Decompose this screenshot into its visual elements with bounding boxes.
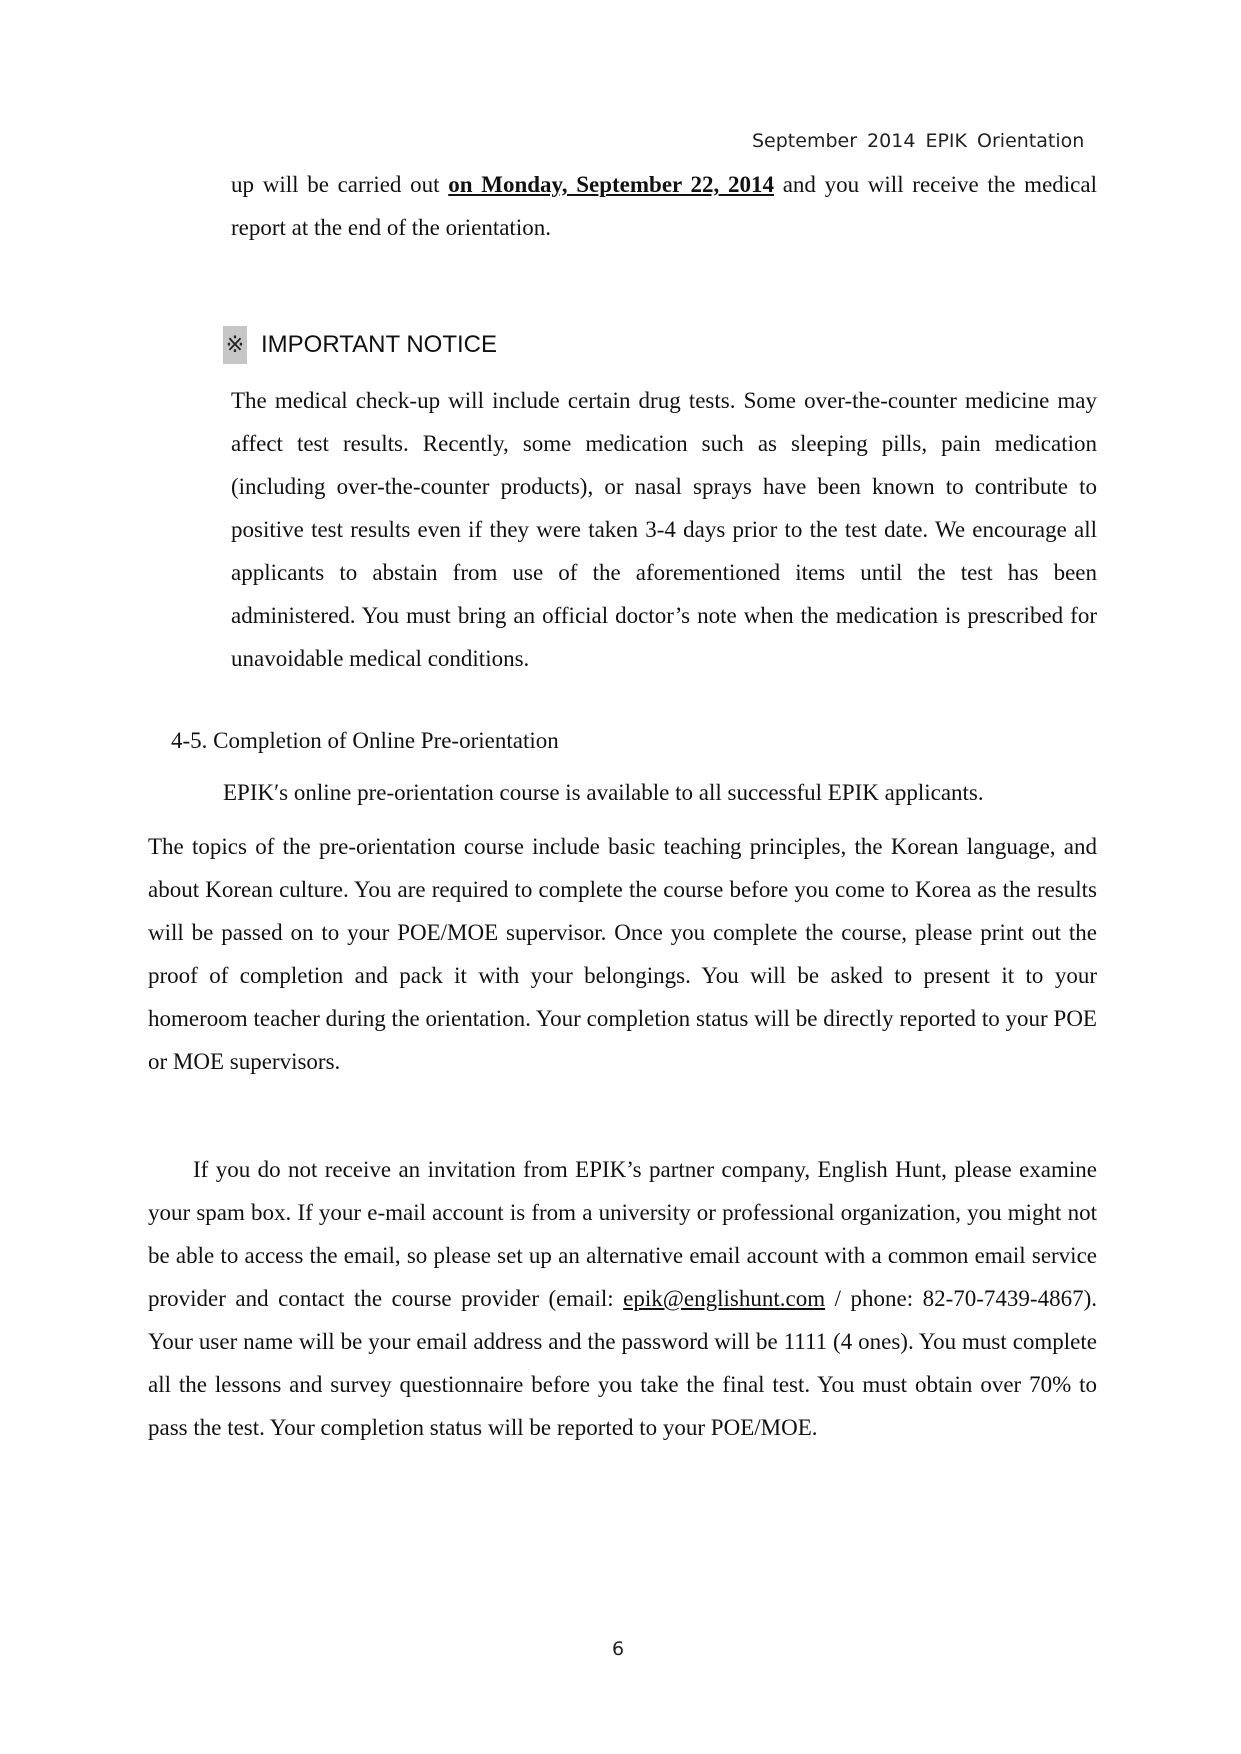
checkup-date: on Monday, September 22, 2014 (448, 172, 774, 197)
intro-text-post: and you will receive the medical report at the end of the orientation. (231, 172, 1097, 240)
notice-title: IMPORTANT NOTICE (261, 331, 498, 358)
invitation-paragraph (148, 1148, 1097, 1449)
section-lead: EPIK′s online pre-orientation course is available to all successful EPIK applicants. (223, 780, 984, 805)
section-heading: 4-5. Completion of Online Pre-orientation (171, 728, 559, 753)
running-header: September 2014 EPIK Orientation (752, 130, 1085, 152)
intro-text-pre: up will be carried out (231, 172, 449, 197)
course-topics-paragraph: The topics of the pre-orientation course include basic teaching principles, the Korean language, and about Korean culture. You are required to complete the course before you come to Korea as the results will be passed on to your POE/MOE supervisor. Once you complete the course, please print out the proof of completion and pack it with your belongings. You will be asked to present it to your homeroom teacher during the orientation. Your completion status will be directly reported to your POE or MOE supervisors. (148, 834, 1097, 1074)
intro-paragraph (231, 163, 1097, 249)
page-number: 6 (612, 1638, 625, 1660)
important-notice-heading (223, 326, 497, 364)
invitation-text-pre: If you do not receive an invitation from EPIK’s partner company, English Hunt, please examine your spam box. If your e-mail account is from a university or professional organization, you might not be able to access the email, so please set up an alternative email account with a common email service provider and contact the course provider (email: (148, 1157, 1097, 1311)
notice-body: The medical check-up will include certain drug tests. Some over-the-counter medicine may affect test results. Recently, some medication such as sleeping pills, pain medication (including over-the-counter products), or nasal sprays have been known to contribute to positive test results even if they were taken 3-4 days prior to the test date. We encourage all applicants to abstain from use of the aforementioned items until the test has been administered. You must bring an official doctor’s note when the medication is prescribed for unavoidable medical conditions. (231, 388, 1097, 671)
invitation-text-post: / phone: 82-70-7439-4867). Your user name will be your email address and the password will be 1111 (4 ones). You must complete all the lessons and survey questionnaire before you take the final test. You must obtain over 70% to pass the test. Your completion status will be reported to your POE/MOE. (148, 1286, 1097, 1440)
reference-mark-icon: ※ (223, 326, 247, 364)
email-link[interactable]: epik@englishunt.com (623, 1286, 826, 1311)
